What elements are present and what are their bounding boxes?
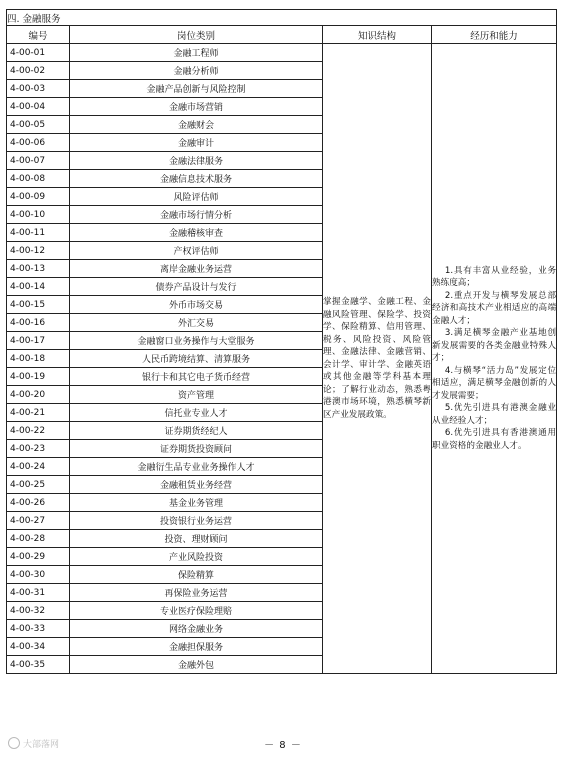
table-row	[7, 44, 557, 62]
job-category: 金融窗口业务操作与大堂服务	[70, 332, 323, 350]
job-category: 金融担保服务	[70, 638, 323, 656]
job-code: 4-00-22	[7, 422, 70, 440]
job-code: 4-00-17	[7, 332, 70, 350]
job-code: 4-00-23	[7, 440, 70, 458]
job-code: 4-00-34	[7, 638, 70, 656]
section-row	[7, 10, 557, 26]
job-code: 4-00-21	[7, 404, 70, 422]
talent-catalog-table	[6, 9, 557, 674]
header-category: 岗位类别	[70, 26, 323, 44]
job-category: 证券期货经纪人	[70, 422, 323, 440]
job-code: 4-00-13	[7, 260, 70, 278]
job-category: 金融信息技术服务	[70, 170, 323, 188]
job-category: 外币市场交易	[70, 296, 323, 314]
experience-item: 4.与横琴“活力岛”发展定位相适应，满足横琴金融创新的人才发展需要；	[432, 365, 557, 401]
job-code: 4-00-35	[7, 656, 70, 674]
job-category: 证券期货投资顾问	[70, 440, 323, 458]
experience-item: 6.优先引进具有香港澳通用职业资格的金融业人才。	[432, 428, 557, 451]
job-category: 基金业务管理	[70, 494, 323, 512]
job-category: 专业医疗保险理赔	[70, 602, 323, 620]
job-code: 4-00-05	[7, 116, 70, 134]
job-category: 再保险业务运营	[70, 584, 323, 602]
job-code: 4-00-27	[7, 512, 70, 530]
job-category: 产权评估师	[70, 242, 323, 260]
job-code: 4-00-16	[7, 314, 70, 332]
job-category: 网络金融业务	[70, 620, 323, 638]
job-category: 金融法律服务	[70, 152, 323, 170]
job-code: 4-00-06	[7, 134, 70, 152]
job-category: 人民币跨境结算、清算服务	[70, 350, 323, 368]
job-code: 4-00-07	[7, 152, 70, 170]
job-category: 金融分析师	[70, 62, 323, 80]
job-category: 投资银行业务运营	[70, 512, 323, 530]
job-code: 4-00-32	[7, 602, 70, 620]
job-category: 投资、理财顾问	[70, 530, 323, 548]
job-code: 4-00-12	[7, 242, 70, 260]
job-category: 产业风险投资	[70, 548, 323, 566]
job-category: 金融产品创新与风险控制	[70, 80, 323, 98]
job-category: 金融外包	[70, 656, 323, 674]
section-title: 四. 金融服务	[7, 10, 557, 26]
job-category: 金融稽核审查	[70, 224, 323, 242]
job-category: 离岸金融业务运营	[70, 260, 323, 278]
header-row	[7, 26, 557, 44]
header-experience: 经历和能力	[432, 26, 557, 44]
job-category: 金融市场营销	[70, 98, 323, 116]
job-code: 4-00-20	[7, 386, 70, 404]
job-category: 金融财会	[70, 116, 323, 134]
experience-item: 1.具有丰富从业经验，业务熟练度高；	[432, 265, 557, 289]
job-category: 金融审计	[70, 134, 323, 152]
job-category: 金融租赁业务经营	[70, 476, 323, 494]
job-code: 4-00-19	[7, 368, 70, 386]
job-code: 4-00-10	[7, 206, 70, 224]
job-category: 信托业专业人才	[70, 404, 323, 422]
job-category: 金融市场行情分析	[70, 206, 323, 224]
experience-item: 5.优先引进具有港澳金融业从业经验人才；	[432, 403, 557, 426]
job-code: 4-00-24	[7, 458, 70, 476]
job-code: 4-00-26	[7, 494, 70, 512]
job-category: 银行卡和其它电子货币经营	[70, 368, 323, 386]
job-code: 4-00-03	[7, 80, 70, 98]
watermark-logo-icon	[8, 737, 20, 749]
job-category: 保险精算	[70, 566, 323, 584]
job-category: 金融工程师	[70, 44, 323, 62]
job-category: 外汇交易	[70, 314, 323, 332]
job-category: 金融衍生品专业业务操作人才	[70, 458, 323, 476]
experience-ability	[432, 44, 557, 674]
job-code: 4-00-14	[7, 278, 70, 296]
watermark-text: 大部落网	[23, 740, 60, 750]
job-code: 4-00-33	[7, 620, 70, 638]
job-code: 4-00-04	[7, 98, 70, 116]
job-code: 4-00-09	[7, 188, 70, 206]
watermark	[8, 737, 59, 750]
header-code: 编号	[7, 26, 70, 44]
job-code: 4-00-11	[7, 224, 70, 242]
job-code: 4-00-15	[7, 296, 70, 314]
job-code: 4-00-18	[7, 350, 70, 368]
job-code: 4-00-28	[7, 530, 70, 548]
job-code: 4-00-29	[7, 548, 70, 566]
job-code: 4-00-02	[7, 62, 70, 80]
job-code: 4-00-25	[7, 476, 70, 494]
job-code: 4-00-30	[7, 566, 70, 584]
job-code: 4-00-31	[7, 584, 70, 602]
job-category: 风险评估师	[70, 188, 323, 206]
experience-item: 3.满足横琴金融产业基地创新发展需要的各类金融业特殊人才；	[432, 328, 557, 364]
job-category: 资产管理	[70, 386, 323, 404]
header-knowledge: 知识结构	[323, 26, 432, 44]
job-code: 4-00-08	[7, 170, 70, 188]
job-category: 债券产品设计与发行	[70, 278, 323, 296]
page-number: － 8 －	[264, 740, 302, 751]
knowledge-structure: 掌握金融学、金融工程、金融风险管理、保险学、投资学、保险精算、信用管理、税务、风险投资、风险管理、金融法律、金融营销、会计学、审计学、金融英语或其他金融等学科基本理论；了解行业动态，熟悉粤港澳市场环境，熟悉横琴新区产业发展政策。	[323, 44, 432, 674]
job-code: 4-00-01	[7, 44, 70, 62]
experience-item: 2.重点开发与横琴发展总部经济和高技术产业相适应的高端金融人才；	[432, 290, 557, 326]
